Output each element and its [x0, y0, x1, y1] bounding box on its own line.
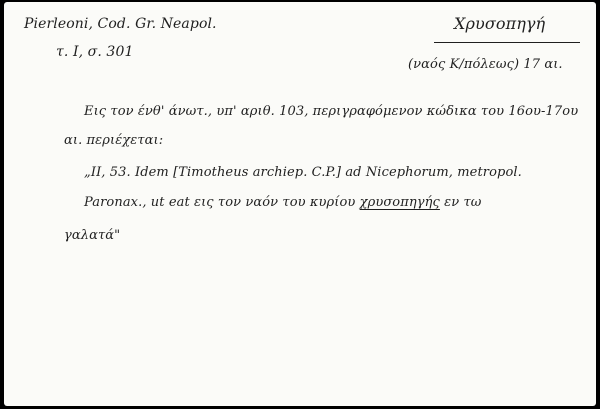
source-citation: Pierleoni, Cod. Gr. Neapol.: [24, 16, 217, 32]
archive-index-card: [4, 2, 596, 406]
card-subtitle: (ναός Κ/πόλεως) 17 αι.: [408, 57, 563, 72]
body-line-1: Εις τον ένθ' άνωτ., υπ' αριθ. 103, περιγραφόμενον κώδικα του 16ου-17ου: [84, 104, 579, 119]
source-volume-page: τ. I, σ. 301: [56, 44, 134, 60]
body-line-5: γαλατά": [64, 228, 121, 243]
body-line-4-end: εν τω: [439, 195, 482, 210]
body-line-2: αι. περιέχεται:: [64, 133, 164, 148]
body-line-3: „II, 53. Idem [Timotheus archiep. C.P.] ad Nicephorum, metropol.: [84, 165, 522, 180]
body-line-4-start: Paronax., ut eat εις τον ναόν του κυρίου: [84, 195, 360, 210]
card-title: Χρυσοπηγή: [454, 14, 546, 33]
title-underline: [434, 42, 580, 43]
body-line-4: [84, 195, 481, 210]
underlined-word: χρυσοπηγής: [359, 195, 440, 210]
